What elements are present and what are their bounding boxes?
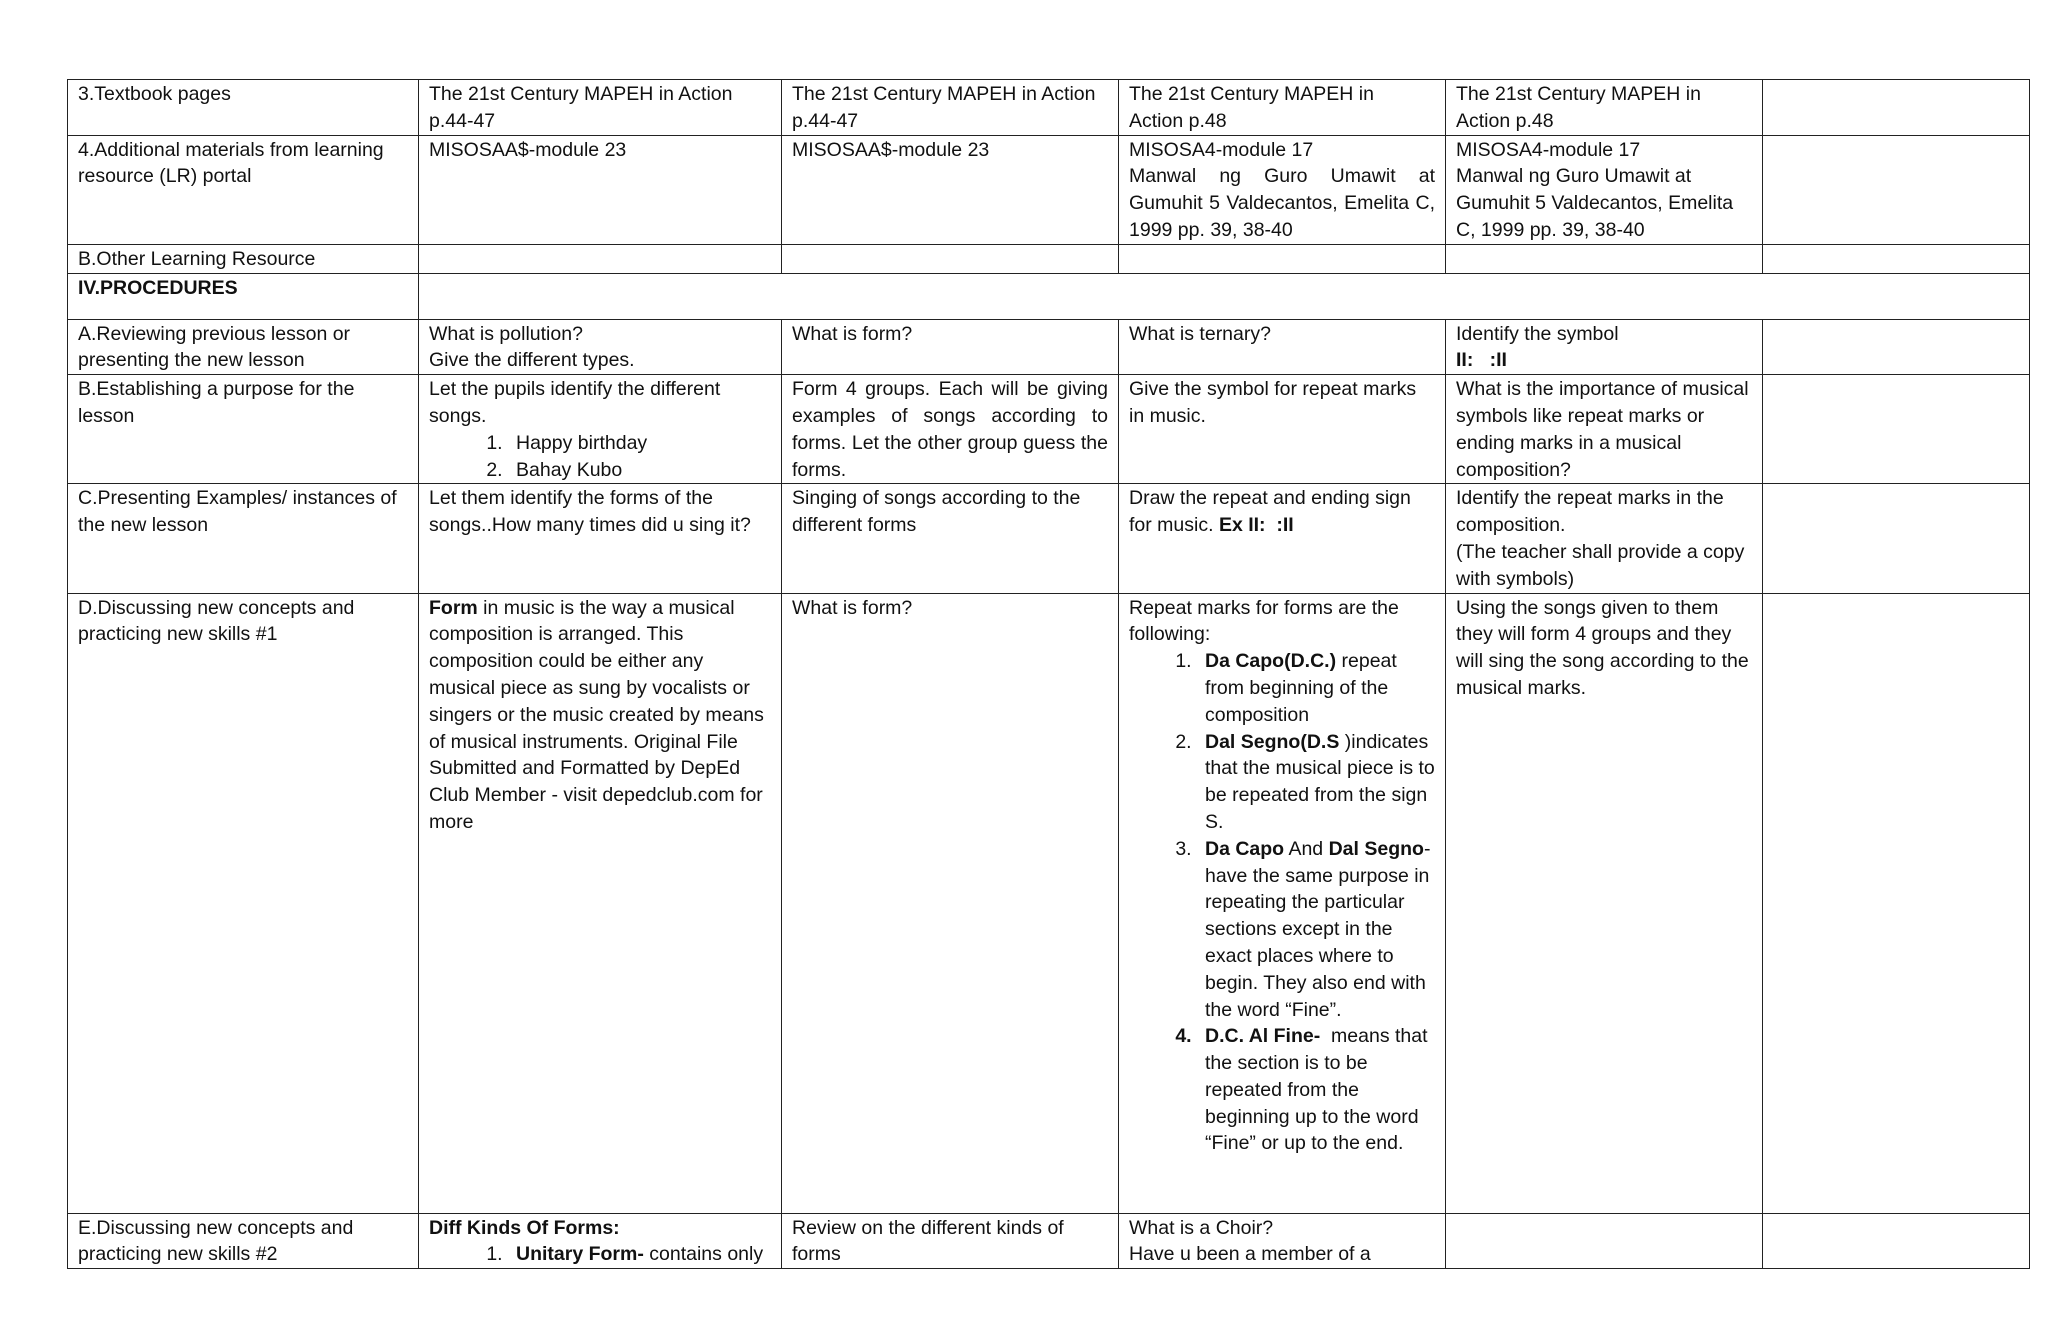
cell-day4: Identify the repeat marks in the composition. (The teacher shall provide a copy with symbols) <box>1446 484 1763 593</box>
cell-day1: Let the pupils identify the different songs. 1. Happy birthday 2. Bahay Kubo <box>419 375 782 484</box>
cell-day4: What is the importance of musical symbols like repeat marks or ending marks in a musical composition? <box>1446 375 1763 484</box>
cell-day1: Let them identify the forms of the songs..How many times did u sing it? <box>419 484 782 593</box>
list-item: 1. Da Capo(D.C.) repeat from beginning of the composition <box>1197 648 1435 728</box>
cell-day5 <box>1763 375 2030 484</box>
cell-day1 <box>419 244 782 273</box>
cell-day5 <box>1763 244 2030 273</box>
cell-day5 <box>1763 135 2030 244</box>
cell-day5 <box>1763 80 2030 136</box>
cell-day2: MISOSAA$-module 23 <box>782 135 1119 244</box>
row-procedures-heading <box>68 273 2030 319</box>
forms-list <box>429 1241 771 1268</box>
cell-day3: Draw the repeat and ending sign for music. Ex II: :II <box>1119 484 1446 593</box>
cell-day2: Form 4 groups. Each will be giving examples of songs according to forms. Let the other group guess the forms. <box>782 375 1119 484</box>
row-label: D.Discussing new concepts and practicing new skills #1 <box>68 593 419 1213</box>
row-textbook-pages <box>68 80 2030 136</box>
cell-day2: What is form? <box>782 593 1119 1213</box>
cell-day2 <box>782 244 1119 273</box>
list-item: 1. Unitary Form- contains only <box>508 1241 771 1268</box>
cell-day3: Repeat marks for forms are the following: 1. Da Capo(D.C.) repeat from beginning of the composition 2. Dal Segno(D.S )indicates that the musical piece is to be repeated from the sign S. 3. Da Capo And Dal Segno- have the same purpose in repeating the particular sections except in the exact places where to begin. They also end with the word “Fine”. 4. D.C. Al Fine- means that the section is to be repeated from the beginning up to the word “Fine” or up to the end. <box>1119 593 1446 1213</box>
cell-day3: What is ternary? <box>1119 319 1446 375</box>
row-presenting-examples <box>68 484 2030 593</box>
list-item: 3. Da Capo And Dal Segno- have the same purpose in repeating the particular sections except in the exact places where to begin. They also end with the word “Fine”. <box>1197 836 1435 1024</box>
cell-day4: Identify the symbol II: :II <box>1446 319 1763 375</box>
cell-day2: Review on the different kinds of forms <box>782 1213 1119 1269</box>
row-reviewing-lesson <box>68 319 2030 375</box>
cell-day1: Diff Kinds Of Forms: 1. Unitary Form- contains only <box>419 1213 782 1269</box>
cell-day3: MISOSA4-module 17 Manwal ng Guro Umawit at Gumuhit 5 Valdecantos, Emelita C, 1999 pp. 39, 38-40 <box>1119 135 1446 244</box>
cell-day4: MISOSA4-module 17 Manwal ng Guro Umawit at Gumuhit 5 Valdecantos, Emelita C, 1999 pp. 39, 38-40 <box>1446 135 1763 244</box>
song-list <box>429 430 771 484</box>
cell-day5 <box>1763 319 2030 375</box>
row-discussing-skills-1 <box>68 593 2030 1213</box>
row-label: C.Presenting Examples/ instances of the new lesson <box>68 484 419 593</box>
repeat-marks-list <box>1129 648 1435 1157</box>
cell-day5 <box>1763 484 2030 593</box>
cell-day1: What is pollution? Give the different types. <box>419 319 782 375</box>
list-item: 1. Happy birthday <box>508 430 771 457</box>
row-label: B.Other Learning Resource <box>68 244 419 273</box>
lesson-plan-table <box>67 79 2030 1269</box>
row-label: B.Establishing a purpose for the lesson <box>68 375 419 484</box>
list-item: 2. Dal Segno(D.S )indicates that the musical piece is to be repeated from the sign S. <box>1197 729 1435 836</box>
cell-day2: The 21st Century MAPEH in Action p.44-47 <box>782 80 1119 136</box>
cell-day2: Singing of songs according to the different forms <box>782 484 1119 593</box>
cell-day4: Using the songs given to them they will form 4 groups and they will sing the song according to the musical marks. <box>1446 593 1763 1213</box>
cell-day4 <box>1446 244 1763 273</box>
cell-day3 <box>1119 244 1446 273</box>
row-label: 4.Additional materials from learning resource (LR) portal <box>68 135 419 244</box>
cell-day1: The 21st Century MAPEH in Action p.44-47 <box>419 80 782 136</box>
list-item: 2. Bahay Kubo <box>508 457 771 484</box>
cell-day5 <box>1763 593 2030 1213</box>
cell-day3: Give the symbol for repeat marks in music. <box>1119 375 1446 484</box>
cell-day3: What is a Choir? Have u been a member of a <box>1119 1213 1446 1269</box>
cell-day1: MISOSAA$-module 23 <box>419 135 782 244</box>
row-discussing-skills-2 <box>68 1213 2030 1269</box>
procedures-merged-cell <box>419 273 2030 319</box>
cell-day4: The 21st Century MAPEH in Action p.48 <box>1446 80 1763 136</box>
row-label: A.Reviewing previous lesson or presenting the new lesson <box>68 319 419 375</box>
cell-day3: The 21st Century MAPEH in Action p.48 <box>1119 80 1446 136</box>
cell-day4 <box>1446 1213 1763 1269</box>
cell-day5 <box>1763 1213 2030 1269</box>
cell-day2: What is form? <box>782 319 1119 375</box>
row-other-learning-resource <box>68 244 2030 273</box>
list-item: 4. D.C. Al Fine- means that the section is to be repeated from the beginning up to the word “Fine” or up to the end. <box>1197 1023 1435 1157</box>
row-label: 3.Textbook pages <box>68 80 419 136</box>
row-additional-materials <box>68 135 2030 244</box>
section-heading: IV.PROCEDURES <box>68 273 419 319</box>
row-establishing-purpose <box>68 375 2030 484</box>
row-label: E.Discussing new concepts and practicing new skills #2 <box>68 1213 419 1269</box>
cell-day1: Form in music is the way a musical composition is arranged. This composition could be either any musical piece as sung by vocalists or singers or the music created by means of musical instruments. Original File Submitted and Formatted by DepEd Club Member - visit depedclub.com for more <box>419 593 782 1213</box>
